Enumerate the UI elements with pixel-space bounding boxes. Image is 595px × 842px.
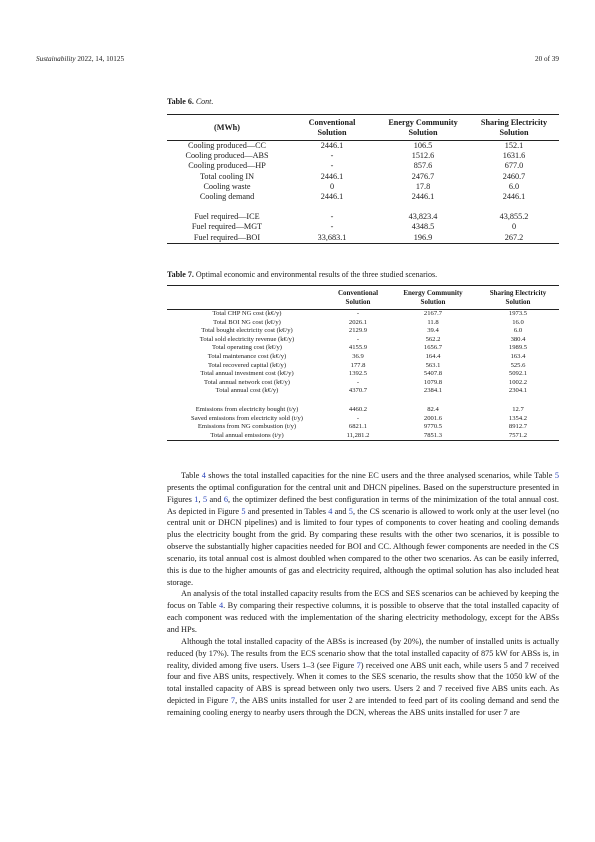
- table6-group-spacer: [167, 202, 559, 212]
- table7-cell: 563.1: [425, 361, 441, 369]
- table6-cell: 33,683.1: [317, 232, 347, 242]
- table6-cell: 17.8: [415, 181, 431, 191]
- text-run: , the ABS units installed for user 2 are intended to feed part of its cooling demand and send the remaining cooling energy to nearby users through the DCN, whereas the ABS units installed for user 7 are: [167, 696, 559, 717]
- table7-cell: 1354.2: [508, 414, 528, 422]
- table6-row: [167, 212, 559, 222]
- table7-cell: 2026.1: [348, 318, 368, 326]
- table7-cell: 1002.2: [508, 378, 528, 386]
- table6-row: [167, 141, 559, 152]
- table7-row: [167, 432, 559, 441]
- cross-reference-link[interactable]: 4: [218, 601, 224, 611]
- table6-cell: 2460.7: [502, 171, 526, 181]
- text-run: An analysis of the total installed capacity results from the ECS and SES scenarios can be achieved by keeping the focus on Table: [167, 589, 559, 611]
- cross-reference-link[interactable]: 4: [328, 506, 333, 516]
- table7-row: [167, 362, 559, 371]
- table7-cell: 562.2: [425, 335, 441, 343]
- table7-cell: 2167.7: [423, 310, 443, 317]
- table7-cell: 39.4: [427, 327, 439, 335]
- table6-header-conventional: [287, 115, 377, 141]
- text-run: Table: [181, 471, 202, 480]
- text-run: and: [332, 506, 349, 516]
- table7-row: [167, 379, 559, 388]
- table7-cell: -: [356, 378, 360, 386]
- table7-cell: 4460.2: [348, 405, 368, 413]
- cross-reference-link[interactable]: 4: [201, 471, 206, 480]
- table6-row-label: Total cooling IN: [200, 171, 254, 181]
- table7-cell: 36.9: [352, 352, 364, 360]
- table6-cell: 152.1: [504, 141, 524, 150]
- table7-row-label: Total recovered capital (k€/y): [207, 361, 287, 369]
- table7-cell: 2001.6: [423, 414, 443, 422]
- cross-reference-link[interactable]: 6: [223, 494, 229, 504]
- table7-row: [167, 370, 559, 379]
- table6-row: [167, 233, 559, 244]
- table6-cell: 43,855.2: [499, 212, 529, 222]
- table7-row-label: Total operating cost (k€/y): [211, 344, 283, 352]
- table7-cell: 380.4: [510, 335, 526, 343]
- table6-header-conventional-label: Conventional Solution: [308, 118, 356, 137]
- table7-cell: 4370.7: [348, 387, 368, 395]
- table7-header-energy-community-label: Energy Community Solution: [403, 289, 463, 306]
- text-run: shows the total installed capacities for the nine EC users and the three analysed scenarios, while Table: [205, 471, 555, 480]
- text-run: and presented in Tables: [245, 506, 329, 516]
- table6-cell: 1512.6: [411, 151, 435, 161]
- text-run: ,: [198, 494, 203, 504]
- table6-cell: 2446.1: [320, 192, 344, 202]
- table7-cell: -: [356, 310, 360, 317]
- table7-cell: 6821.1: [348, 423, 368, 431]
- text-run: , the CS scenario is allowed to work only at the user level (no central unit or DHCN pipelines) and is limited to four types of components to cover heating and cooling demands plus the electricity bought from the grid. By comparing these results with the other two scenarios, it is possible to observe the substantially higher capacities needed for BOI and CC. Although fewer components are needed in the CS scenario, its total annual cost is almost doubled when compared to the other two scenarios. As can be easily inferred, this is due to the higher amounts of gas and electricity required, although the optimal solution has also included heat storage.: [167, 506, 559, 587]
- journal-citation: [36, 55, 124, 63]
- table6-cell: -: [330, 222, 334, 232]
- text-run: , the optimizer defined the best configuration in terms of the minimization of the total annual cost. As depicted in Figure: [167, 494, 560, 516]
- table6-cell: 2446.1: [320, 171, 344, 181]
- table6-header-unit: (MWh): [214, 122, 240, 132]
- table6-cell: -: [330, 212, 334, 222]
- table6-row-label: Fuel required—MGT: [191, 222, 263, 232]
- table7-cell: 2304.1: [508, 387, 528, 395]
- table7-caption: [167, 270, 437, 279]
- table7-row: [167, 344, 559, 353]
- table7-cell: 8912.7: [508, 423, 528, 431]
- table7-cell: 2384.1: [423, 387, 443, 395]
- table7-row-label: Emissions from electricity bought (t/y): [195, 405, 299, 413]
- journal-volume: 2022, 14, 10125: [75, 55, 125, 63]
- table7-cell: 7571.2: [508, 431, 528, 439]
- page-header: [36, 55, 559, 63]
- table6-cell: 2446.1: [411, 192, 435, 202]
- cross-reference-link[interactable]: 5: [554, 471, 559, 480]
- table6-header-energy-community: [377, 115, 469, 141]
- table7-cell: 1973.5: [508, 310, 528, 317]
- table6-row: [167, 161, 559, 171]
- table7-cell: 82.4: [427, 405, 439, 413]
- table6-cell: 0: [511, 222, 517, 232]
- table6-cell: 2476.7: [411, 171, 435, 181]
- table6-row-label: Cooling produced—CC: [187, 141, 266, 150]
- table6-body: [167, 141, 559, 244]
- table6-caption: [167, 97, 213, 106]
- table7-cell: 1079.8: [423, 378, 443, 386]
- table7-group-spacer: [167, 396, 559, 406]
- table6-cell: -: [330, 161, 334, 171]
- table7-cell: 525.6: [510, 361, 526, 369]
- table7-cell: 6.0: [513, 327, 523, 335]
- table6-row-label: Cooling produced—ABS: [185, 151, 269, 161]
- table6-row-label: Cooling produced—HP: [188, 161, 266, 171]
- table6-header-sharing-electricity-label: Sharing Electricity Solution: [480, 118, 548, 137]
- table6-caption-text: Cont.: [195, 97, 214, 106]
- table7-row-label: Total sold electricity revenue (k€/y): [199, 335, 295, 343]
- table7-cell: 1989.5: [508, 344, 528, 352]
- table6-row-label: Fuel required—BOI: [193, 232, 261, 242]
- table7-cell: 12.7: [512, 405, 524, 413]
- table7-row: [167, 423, 559, 432]
- table7-row: [167, 353, 559, 362]
- text-run: ) received one ABS unit each, while users 5 and 7 received four and five ABS units, respectively. When it comes to the SES scenario, the results show that the 1050 kW of the total installed capacity of ABS is spread between only two users. Users 2 and 7 received five ABS units each. As depicted in Figure: [167, 660, 560, 706]
- body-text: [167, 470, 559, 719]
- table7-row: [167, 319, 559, 328]
- table6-spacer-cell: [167, 202, 559, 212]
- table6-row: [167, 222, 559, 232]
- table6-header-energy-community-label: Energy Community Solution: [388, 118, 458, 137]
- table7-header-row: [167, 286, 559, 310]
- table6-cell: 267.2: [504, 232, 524, 242]
- table7-header-sharing-electricity-label: Sharing Electricity Solution: [489, 289, 547, 306]
- table7-cell: 1392.5: [348, 370, 368, 378]
- table6-row: [167, 172, 559, 182]
- table6-row: [167, 151, 559, 161]
- table7-row-label: Total bought electricity cost (k€/y): [201, 327, 293, 335]
- table6: [167, 114, 559, 244]
- cross-reference-link[interactable]: 1: [194, 494, 199, 504]
- table7-cell: 1656.7: [423, 344, 443, 352]
- table7-row-label: Saved emissions from electricity sold (t/y): [191, 414, 303, 422]
- table7-row: [167, 406, 559, 415]
- table7-row-label: Total CHP NG cost (k€/y): [212, 310, 282, 317]
- table6-cell: 43,823.4: [408, 212, 438, 222]
- table7-body: [167, 310, 559, 441]
- table7-cell: 9770.5: [423, 423, 443, 431]
- table7-cell: 4155.9: [348, 344, 368, 352]
- table7-cell: -: [356, 414, 360, 422]
- table7-cell: 177.8: [350, 361, 366, 369]
- table7-cell: 2129.9: [348, 327, 368, 335]
- table7-cell: 163.4: [510, 352, 526, 360]
- table7-row: [167, 336, 559, 345]
- text-run: and: [207, 494, 224, 504]
- cross-reference-link[interactable]: 5: [241, 506, 246, 516]
- table7-spacer-cell: [167, 396, 559, 406]
- cross-reference-link[interactable]: 5: [202, 494, 208, 504]
- table7-row-label: Total BOI NG cost (k€/y): [213, 318, 281, 326]
- paragraph-3: [167, 636, 559, 719]
- text-run: Although the total installed capacity of the ABSs is increased (by 20%), the number of installed units is actually reduced (by 17%). The results from the ECS scenario show that the total installed capacity of 875 kW for ABSs is, in reality, divided among five users. Users 1–3 (see Figure: [167, 636, 559, 670]
- table7-header-empty: [167, 286, 327, 310]
- table6-row: [167, 192, 559, 202]
- table6-cell: 0: [329, 181, 335, 191]
- table6-cell: 857.6: [413, 161, 433, 171]
- table6-cell: 677.0: [504, 161, 524, 171]
- table7-row: [167, 387, 559, 396]
- table6-header-sharing-electricity: [469, 115, 559, 141]
- table7-cell: 16.0: [512, 318, 524, 326]
- table6-cell: 2446.1: [320, 141, 344, 150]
- table7-cell: 11.8: [427, 318, 439, 326]
- table7-cell: 5407.8: [423, 370, 443, 378]
- table6-cell: 6.0: [508, 181, 520, 191]
- table7: [167, 285, 559, 441]
- table6-row-label: Fuel required—ICE: [194, 212, 260, 222]
- text-run: presents the optimal configuration for the central unit and DHCN pipelines. Based on the superstructure presented in Figures: [167, 482, 559, 504]
- page-number: 20 of 39: [535, 55, 559, 63]
- table6-cell: 4348.5: [411, 222, 435, 232]
- table7-row-label: Emissions from NG combustion (t/y): [197, 423, 297, 431]
- table6-cell: -: [330, 151, 334, 161]
- table7-row-label: Total annual cost (k€/y): [215, 387, 279, 395]
- table6-row-label: Cooling demand: [199, 192, 255, 202]
- cross-reference-link[interactable]: 7: [230, 696, 236, 706]
- table7-row-label: Total annual network cost (k€/y): [204, 378, 290, 386]
- text-run: . By comparing their respective columns, it is possible to observe that the total installed capacity of each component was reduced with the implementation of the sharing electricity methodology, except for the ABSs and HPs.: [167, 601, 559, 634]
- journal-name: Sustainability: [36, 55, 76, 63]
- table6-header-row: [167, 115, 559, 141]
- paragraph-2: [167, 588, 559, 635]
- table7-cell: -: [356, 335, 360, 343]
- table7-cell: 11,281.2: [346, 431, 370, 439]
- table7-header-energy-community: [389, 286, 477, 310]
- table7-row: [167, 415, 559, 424]
- table7-header-sharing-electricity: [477, 286, 559, 310]
- table7-header-conventional: [327, 286, 389, 310]
- table6-cell: 106.5: [413, 141, 433, 150]
- table7-cell: 5092.1: [508, 370, 528, 378]
- table6-caption-label: Table 6.: [167, 97, 194, 106]
- table7-row: [167, 327, 559, 336]
- table6-row: [167, 182, 559, 192]
- paragraph-1: [167, 470, 559, 588]
- cross-reference-link[interactable]: 7: [356, 660, 361, 670]
- table7-cell: 7851.3: [423, 431, 443, 439]
- table7-row: [167, 310, 559, 319]
- table6-cell: 2446.1: [502, 192, 526, 202]
- table7-caption-text: Optimal economic and environmental results of the three studied scenarios.: [193, 270, 438, 279]
- table7-row-label: Total annual emissions (t/y): [210, 431, 284, 439]
- table6-row-label: Cooling waste: [203, 181, 251, 191]
- table7-row-label: Total maintenance cost (k€/y): [207, 352, 287, 360]
- cross-reference-link[interactable]: 5: [348, 506, 353, 516]
- table7-row-label: Total annual investment cost (k€/y): [200, 370, 294, 378]
- table6-cell: 1631.6: [502, 151, 526, 161]
- table7-caption-label: Table 7.: [167, 270, 194, 279]
- table7-cell: 164.4: [425, 352, 441, 360]
- table6-cell: 196.9: [413, 232, 433, 242]
- table7-header-conventional-label: Conventional Solution: [337, 289, 379, 306]
